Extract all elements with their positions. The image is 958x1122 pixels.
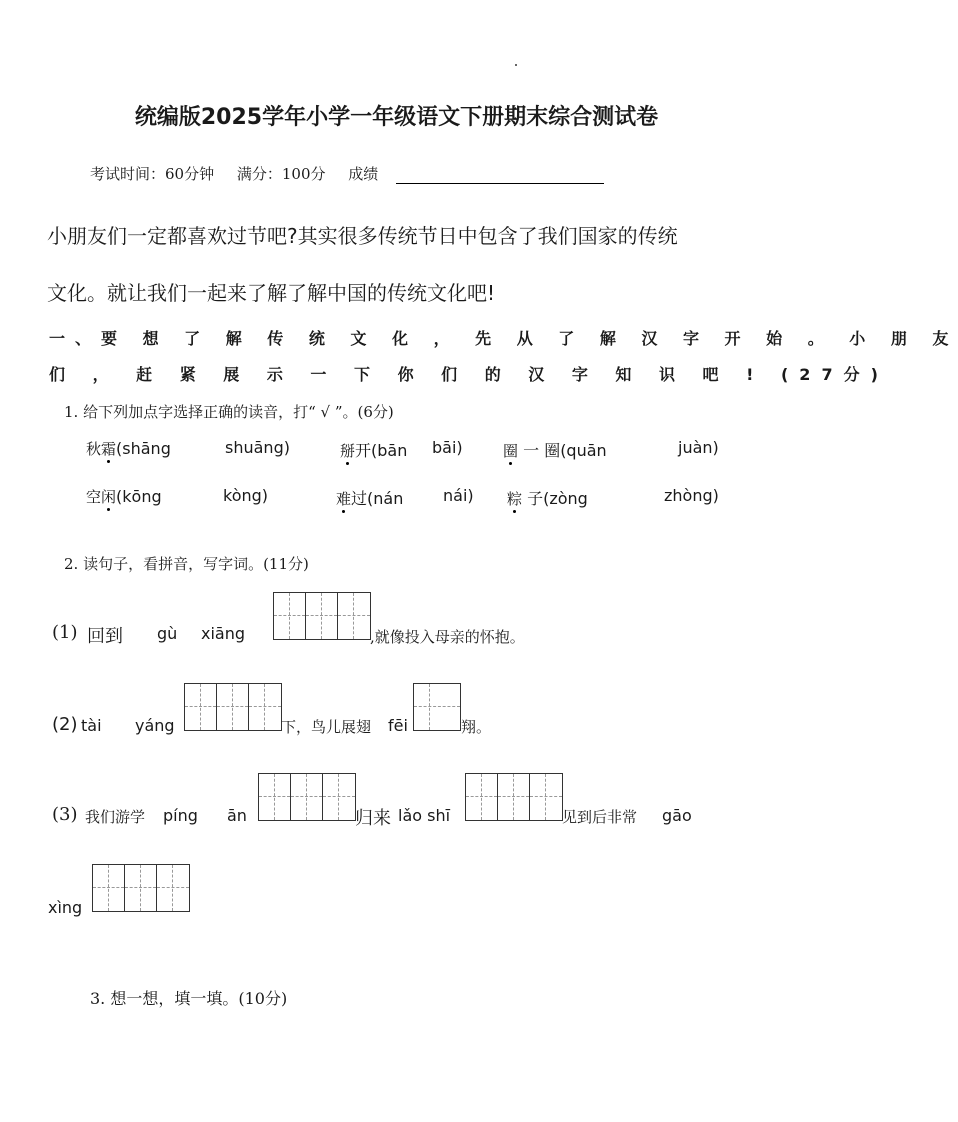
section1-heading-2: 们 ， 赶 紧 展 示 一 下 你 们 的 汉 字 知 识 吧 ! (27分) (49, 365, 889, 384)
q2-s2-grid-2[interactable] (413, 683, 461, 731)
q1-item-4: 空闲(kōng (86, 487, 162, 506)
exam-full-score: 满分：100分 (236, 165, 326, 183)
q2-s2-num: (2) (52, 714, 78, 735)
q1-prompt: 1. 给下列加点字选择正确的读音，打“ √ ”。(6分) (64, 403, 394, 421)
q2-s1-py2: xiāng (201, 624, 246, 643)
q1-item-2-alt[interactable]: bāi) (432, 438, 463, 457)
q2-s2-py1: tài (81, 716, 102, 735)
q1-item-6-alt[interactable]: zhòng) (664, 486, 719, 505)
score-label: 成绩 (348, 165, 379, 183)
q2-s3-num: (3) (52, 804, 78, 825)
q2-s3-mid: 归来 (355, 808, 391, 829)
q2-s1-pre: 回到 (87, 626, 123, 647)
score-blank[interactable] (396, 166, 604, 184)
q2-s1-num: (1) (52, 622, 78, 643)
q2-s3-py4: gāo (662, 806, 692, 825)
q1-item-5: 难过(nán (336, 489, 404, 508)
q2-s1-py1: gù (157, 624, 178, 643)
exam-time: 考试时间：60分钟 (90, 165, 215, 183)
intro-line-1: 小朋友们一定都喜欢过节吧?其实很多传统节日中包含了我们国家的传统 (47, 224, 678, 248)
q2-s3-grid-1[interactable] (258, 773, 356, 821)
q2-s3-pre: 我们游学 (85, 808, 146, 826)
q1-item-2: 掰开(bān (340, 441, 408, 460)
q1-item-4-alt[interactable]: kòng) (223, 486, 269, 505)
q1-item-1-alt[interactable]: shuāng) (225, 438, 290, 457)
q1-item-5-alt[interactable]: nái) (443, 486, 474, 505)
q2-s3-py1: píng (163, 806, 198, 825)
q2-s1-grid[interactable] (273, 592, 371, 640)
q2-s3-grid-2[interactable] (465, 773, 563, 821)
intro-line-2: 文化。就让我们一起来了解了解中国的传统文化吧! (47, 281, 496, 305)
q2-s4-grid[interactable] (92, 864, 190, 912)
q2-s1-post: ,就像投入母亲的怀抱。 (370, 628, 525, 646)
q1-item-3: 圈 一 圈(quān (503, 441, 607, 460)
q2-s3-py3: lǎo shī (398, 806, 451, 825)
q2-s2-post: 翔。 (461, 718, 492, 736)
q1-item-3-alt[interactable]: juàn) (678, 438, 719, 457)
q2-s3-post: 见到后非常 (562, 808, 638, 826)
q3-prompt: 3. 想一想，填一填。(10分) (90, 989, 288, 1008)
q2-s2-grid-1[interactable] (184, 683, 282, 731)
page-dot (515, 64, 517, 66)
q2-s2-py2: yáng (135, 716, 175, 735)
q2-s4-py: xìng (48, 898, 83, 917)
page-title: 统编版2025学年小学一年级语文下册期末综合测试卷 (134, 105, 659, 130)
q2-s3-py2: ān (227, 806, 247, 825)
q2-prompt: 2. 读句子，看拼音，写字词。(11分) (64, 555, 309, 573)
q2-s2-mid: 下，鸟儿展翅 (281, 718, 372, 736)
q1-item-6: 粽 子(zòng (507, 489, 588, 508)
section1-heading-1: 一、要 想 了 解 传 统 文 化 ， 先 从 了 解 汉 字 开 始 。 小 朋 友 (49, 329, 958, 348)
q2-s2-py3: fēi (388, 716, 408, 735)
exam-meta (90, 163, 622, 184)
q1-item-1: 秋霜(shāng (86, 439, 171, 458)
